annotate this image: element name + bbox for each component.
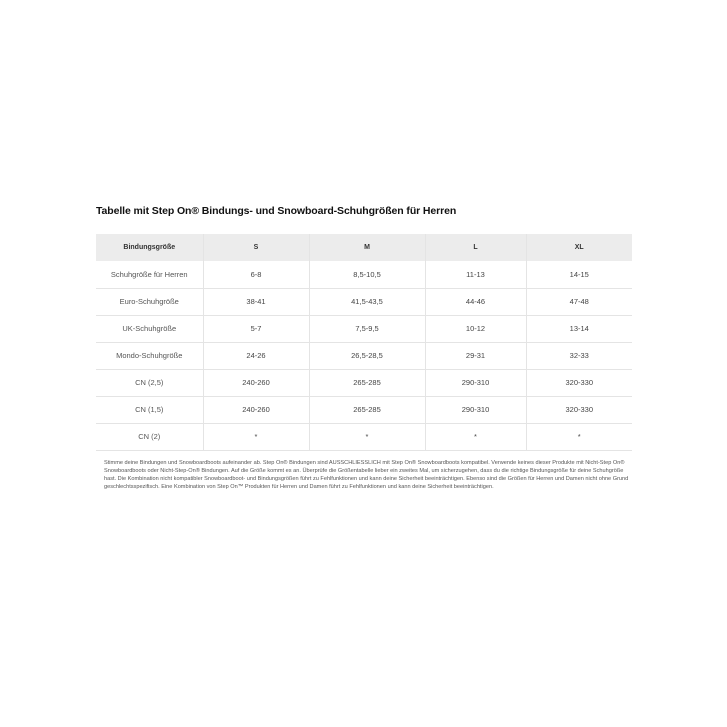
table-row [96, 423, 632, 450]
column-header-l: L [425, 234, 526, 261]
table-cell: 38-41 [203, 288, 309, 315]
column-header-xl: XL [574, 244, 584, 251]
column-header-m: M [309, 234, 425, 261]
column-header-binding-size: Bindungsgröße [96, 234, 203, 261]
table-cell: 41,5-43,5 [309, 288, 425, 315]
table-cell: 290-310 [425, 396, 526, 423]
table-cell: * [577, 432, 581, 441]
table-header-row [96, 234, 632, 261]
table-cell: 26,5-28,5 [309, 342, 425, 369]
compatibility-note: Stimme deine Bindungen und Snowboardboots aufeinander ab. Step On® Bindungen sind AUSSCHLIESSLICH mit Step On® Snowboardboots kompatibel. Verwende keines dieser Produkte mit Nicht-Step On® Snowboardboots oder Nicht-Step-On® Bindungen. Auf die Größe kommt es an. Überprüfe die Größentabelle lieber ein zweites Mal, um sicherzugehen, dass du die richtige Bindungsgröße für deine Schuhgröße hast. Die Kombination nicht kompatibler Snowboardboot- und Bindungsgrößen führt zu Fehlfunktionen und kann deine Sicherheit beeinträchtigen. Ebenso sind die Größen für Herren und Damen nicht ohne Grund geschlechtsspezifisch. Eine Kombination von Step On™ Produkten für Herren und Damen führt zu Fehlfunktionen und kann deine Sicherheit beeinträchtigen. [104, 459, 629, 490]
row-label: Euro-Schuhgröße [96, 288, 203, 315]
table-cell: 44-46 [425, 288, 526, 315]
table-cell: 10-12 [425, 315, 526, 342]
table-cell: 6-8 [203, 261, 309, 288]
table-cell: 5-7 [203, 315, 309, 342]
table-cell: * [309, 423, 425, 450]
table-cell: 11-13 [425, 261, 526, 288]
table-cell: 240-260 [203, 396, 309, 423]
row-label: Schuhgröße für Herren [96, 261, 203, 288]
table-cell: 7,5-9,5 [309, 315, 425, 342]
table-cell: 32-33 [569, 351, 589, 360]
table-cell: 265-285 [309, 396, 425, 423]
size-chart-section [96, 204, 632, 491]
table-row [96, 369, 632, 396]
page-title: Tabelle mit Step On® Bindungs- und Snowboard-Schuhgrößen für Herren [96, 205, 457, 217]
table-cell: 320-330 [565, 405, 594, 414]
table-row [96, 396, 632, 423]
table-cell: 24-26 [203, 342, 309, 369]
table-cell: 8,5-10,5 [309, 261, 425, 288]
row-label: CN (2,5) [96, 369, 203, 396]
table-cell: * [203, 423, 309, 450]
row-label: Mondo-Schuhgröße [96, 342, 203, 369]
table-row [96, 315, 632, 342]
table-cell: 320-330 [565, 378, 594, 387]
row-label: UK-Schuhgröße [96, 315, 203, 342]
table-cell: 265-285 [309, 369, 425, 396]
table-cell: * [425, 423, 526, 450]
column-header-s: S [203, 234, 309, 261]
size-table [96, 234, 632, 451]
table-cell: 240-260 [203, 369, 309, 396]
table-cell: 14-15 [569, 269, 589, 279]
table-row [96, 288, 632, 315]
row-label: CN (2) [96, 423, 203, 450]
table-cell: 47-48 [569, 297, 589, 306]
table-cell: 290-310 [425, 369, 526, 396]
row-label: CN (1,5) [96, 396, 203, 423]
table-cell: 13-14 [569, 324, 589, 333]
table-row [96, 342, 632, 369]
table-row [96, 261, 632, 288]
table-cell: 29-31 [425, 342, 526, 369]
